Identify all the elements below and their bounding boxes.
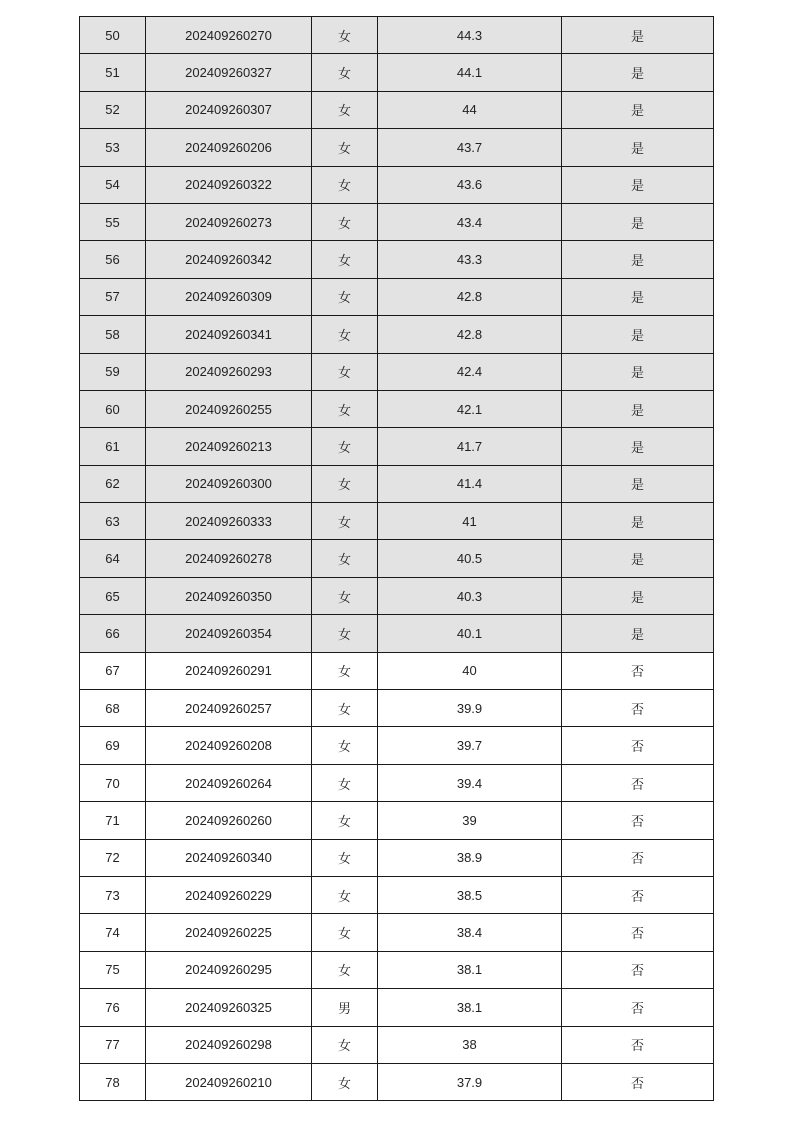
table-row bbox=[80, 465, 714, 502]
table-row bbox=[80, 1063, 714, 1100]
cell-rank: 60 bbox=[80, 390, 146, 427]
cell-score: 38.4 bbox=[378, 914, 562, 951]
table-row bbox=[80, 353, 714, 390]
cell-gender: 女 bbox=[312, 390, 378, 427]
table-row bbox=[80, 615, 714, 652]
cell-score: 40.1 bbox=[378, 615, 562, 652]
cell-qualified: 否 bbox=[562, 876, 714, 913]
cell-qualified: 是 bbox=[562, 54, 714, 91]
table-row bbox=[80, 839, 714, 876]
cell-student-id: 202409260213 bbox=[146, 428, 312, 465]
cell-rank: 77 bbox=[80, 1026, 146, 1063]
cell-score: 38 bbox=[378, 1026, 562, 1063]
cell-gender: 女 bbox=[312, 54, 378, 91]
cell-qualified: 否 bbox=[562, 690, 714, 727]
cell-rank: 74 bbox=[80, 914, 146, 951]
cell-qualified: 是 bbox=[562, 316, 714, 353]
cell-rank: 76 bbox=[80, 989, 146, 1026]
cell-gender: 女 bbox=[312, 203, 378, 240]
cell-rank: 66 bbox=[80, 615, 146, 652]
cell-gender: 女 bbox=[312, 615, 378, 652]
cell-student-id: 202409260293 bbox=[146, 353, 312, 390]
cell-gender: 女 bbox=[312, 1026, 378, 1063]
cell-qualified: 是 bbox=[562, 465, 714, 502]
cell-score: 43.4 bbox=[378, 203, 562, 240]
cell-score: 44.1 bbox=[378, 54, 562, 91]
cell-student-id: 202409260327 bbox=[146, 54, 312, 91]
cell-gender: 女 bbox=[312, 316, 378, 353]
cell-qualified: 是 bbox=[562, 241, 714, 278]
cell-gender: 女 bbox=[312, 839, 378, 876]
cell-qualified: 是 bbox=[562, 390, 714, 427]
cell-gender: 女 bbox=[312, 1063, 378, 1100]
cell-qualified: 否 bbox=[562, 802, 714, 839]
cell-student-id: 202409260342 bbox=[146, 241, 312, 278]
cell-student-id: 202409260291 bbox=[146, 652, 312, 689]
cell-student-id: 202409260273 bbox=[146, 203, 312, 240]
table-row bbox=[80, 503, 714, 540]
cell-gender: 女 bbox=[312, 690, 378, 727]
table-row bbox=[80, 54, 714, 91]
cell-gender: 女 bbox=[312, 951, 378, 988]
cell-score: 42.8 bbox=[378, 316, 562, 353]
cell-score: 43.3 bbox=[378, 241, 562, 278]
cell-student-id: 202409260300 bbox=[146, 465, 312, 502]
cell-gender: 女 bbox=[312, 914, 378, 951]
cell-gender: 女 bbox=[312, 876, 378, 913]
cell-student-id: 202409260333 bbox=[146, 503, 312, 540]
cell-student-id: 202409260354 bbox=[146, 615, 312, 652]
cell-gender: 女 bbox=[312, 652, 378, 689]
cell-rank: 58 bbox=[80, 316, 146, 353]
cell-score: 39.9 bbox=[378, 690, 562, 727]
cell-gender: 男 bbox=[312, 989, 378, 1026]
table-row bbox=[80, 428, 714, 465]
cell-student-id: 202409260210 bbox=[146, 1063, 312, 1100]
cell-student-id: 202409260325 bbox=[146, 989, 312, 1026]
cell-gender: 女 bbox=[312, 91, 378, 128]
cell-student-id: 202409260260 bbox=[146, 802, 312, 839]
cell-student-id: 202409260206 bbox=[146, 129, 312, 166]
cell-student-id: 202409260341 bbox=[146, 316, 312, 353]
table-row bbox=[80, 540, 714, 577]
table-row bbox=[80, 278, 714, 315]
cell-qualified: 是 bbox=[562, 615, 714, 652]
cell-rank: 68 bbox=[80, 690, 146, 727]
table-row bbox=[80, 390, 714, 427]
cell-gender: 女 bbox=[312, 17, 378, 54]
cell-qualified: 否 bbox=[562, 1026, 714, 1063]
cell-gender: 女 bbox=[312, 540, 378, 577]
cell-rank: 53 bbox=[80, 129, 146, 166]
cell-rank: 63 bbox=[80, 503, 146, 540]
cell-qualified: 是 bbox=[562, 203, 714, 240]
cell-rank: 69 bbox=[80, 727, 146, 764]
cell-gender: 女 bbox=[312, 577, 378, 614]
table-row bbox=[80, 727, 714, 764]
cell-gender: 女 bbox=[312, 764, 378, 801]
cell-gender: 女 bbox=[312, 727, 378, 764]
cell-rank: 57 bbox=[80, 278, 146, 315]
cell-qualified: 是 bbox=[562, 353, 714, 390]
table-row bbox=[80, 764, 714, 801]
cell-student-id: 202409260229 bbox=[146, 876, 312, 913]
table-row bbox=[80, 241, 714, 278]
cell-student-id: 202409260257 bbox=[146, 690, 312, 727]
cell-qualified: 否 bbox=[562, 1063, 714, 1100]
table-row bbox=[80, 914, 714, 951]
cell-student-id: 202409260298 bbox=[146, 1026, 312, 1063]
cell-gender: 女 bbox=[312, 428, 378, 465]
table-row bbox=[80, 951, 714, 988]
table-row bbox=[80, 203, 714, 240]
cell-qualified: 是 bbox=[562, 540, 714, 577]
cell-rank: 78 bbox=[80, 1063, 146, 1100]
cell-score: 42.8 bbox=[378, 278, 562, 315]
cell-score: 39 bbox=[378, 802, 562, 839]
cell-qualified: 否 bbox=[562, 652, 714, 689]
table-row bbox=[80, 316, 714, 353]
cell-score: 38.1 bbox=[378, 989, 562, 1026]
cell-rank: 55 bbox=[80, 203, 146, 240]
cell-student-id: 202409260208 bbox=[146, 727, 312, 764]
cell-score: 42.4 bbox=[378, 353, 562, 390]
cell-score: 38.9 bbox=[378, 839, 562, 876]
cell-student-id: 202409260307 bbox=[146, 91, 312, 128]
cell-score: 39.7 bbox=[378, 727, 562, 764]
cell-rank: 64 bbox=[80, 540, 146, 577]
cell-score: 37.9 bbox=[378, 1063, 562, 1100]
table-row bbox=[80, 876, 714, 913]
cell-rank: 51 bbox=[80, 54, 146, 91]
cell-student-id: 202409260322 bbox=[146, 166, 312, 203]
cell-score: 42.1 bbox=[378, 390, 562, 427]
cell-qualified: 否 bbox=[562, 989, 714, 1026]
table-row bbox=[80, 690, 714, 727]
table-row bbox=[80, 1026, 714, 1063]
cell-gender: 女 bbox=[312, 278, 378, 315]
cell-rank: 54 bbox=[80, 166, 146, 203]
cell-student-id: 202409260225 bbox=[146, 914, 312, 951]
cell-score: 41.7 bbox=[378, 428, 562, 465]
cell-gender: 女 bbox=[312, 166, 378, 203]
cell-gender: 女 bbox=[312, 802, 378, 839]
cell-score: 41.4 bbox=[378, 465, 562, 502]
cell-rank: 75 bbox=[80, 951, 146, 988]
cell-student-id: 202409260340 bbox=[146, 839, 312, 876]
cell-qualified: 是 bbox=[562, 278, 714, 315]
cell-qualified: 是 bbox=[562, 17, 714, 54]
cell-gender: 女 bbox=[312, 353, 378, 390]
table-row bbox=[80, 129, 714, 166]
table-row bbox=[80, 802, 714, 839]
cell-rank: 67 bbox=[80, 652, 146, 689]
cell-rank: 61 bbox=[80, 428, 146, 465]
cell-rank: 62 bbox=[80, 465, 146, 502]
cell-qualified: 是 bbox=[562, 166, 714, 203]
cell-score: 43.6 bbox=[378, 166, 562, 203]
table-row bbox=[80, 91, 714, 128]
cell-qualified: 是 bbox=[562, 428, 714, 465]
cell-rank: 65 bbox=[80, 577, 146, 614]
cell-qualified: 是 bbox=[562, 129, 714, 166]
cell-student-id: 202409260295 bbox=[146, 951, 312, 988]
cell-score: 40 bbox=[378, 652, 562, 689]
cell-qualified: 是 bbox=[562, 577, 714, 614]
cell-student-id: 202409260278 bbox=[146, 540, 312, 577]
cell-qualified: 是 bbox=[562, 91, 714, 128]
cell-rank: 50 bbox=[80, 17, 146, 54]
cell-rank: 71 bbox=[80, 802, 146, 839]
cell-rank: 59 bbox=[80, 353, 146, 390]
cell-qualified: 否 bbox=[562, 951, 714, 988]
cell-student-id: 202409260255 bbox=[146, 390, 312, 427]
cell-qualified: 否 bbox=[562, 764, 714, 801]
cell-student-id: 202409260350 bbox=[146, 577, 312, 614]
cell-score: 40.5 bbox=[378, 540, 562, 577]
cell-student-id: 202409260264 bbox=[146, 764, 312, 801]
cell-rank: 70 bbox=[80, 764, 146, 801]
cell-score: 38.1 bbox=[378, 951, 562, 988]
cell-gender: 女 bbox=[312, 241, 378, 278]
cell-qualified: 否 bbox=[562, 914, 714, 951]
cell-qualified: 否 bbox=[562, 727, 714, 764]
cell-gender: 女 bbox=[312, 129, 378, 166]
cell-score: 38.5 bbox=[378, 876, 562, 913]
cell-score: 43.7 bbox=[378, 129, 562, 166]
cell-qualified: 否 bbox=[562, 839, 714, 876]
table-row bbox=[80, 166, 714, 203]
cell-rank: 52 bbox=[80, 91, 146, 128]
results-table bbox=[79, 16, 714, 1101]
cell-rank: 56 bbox=[80, 241, 146, 278]
table-body bbox=[80, 17, 714, 1101]
cell-score: 44 bbox=[378, 91, 562, 128]
table-row bbox=[80, 989, 714, 1026]
cell-score: 44.3 bbox=[378, 17, 562, 54]
table-row bbox=[80, 577, 714, 614]
cell-score: 40.3 bbox=[378, 577, 562, 614]
cell-rank: 73 bbox=[80, 876, 146, 913]
table-row bbox=[80, 652, 714, 689]
cell-gender: 女 bbox=[312, 465, 378, 502]
cell-score: 41 bbox=[378, 503, 562, 540]
cell-student-id: 202409260309 bbox=[146, 278, 312, 315]
cell-qualified: 是 bbox=[562, 503, 714, 540]
cell-student-id: 202409260270 bbox=[146, 17, 312, 54]
cell-gender: 女 bbox=[312, 503, 378, 540]
cell-score: 39.4 bbox=[378, 764, 562, 801]
table-row bbox=[80, 17, 714, 54]
cell-rank: 72 bbox=[80, 839, 146, 876]
